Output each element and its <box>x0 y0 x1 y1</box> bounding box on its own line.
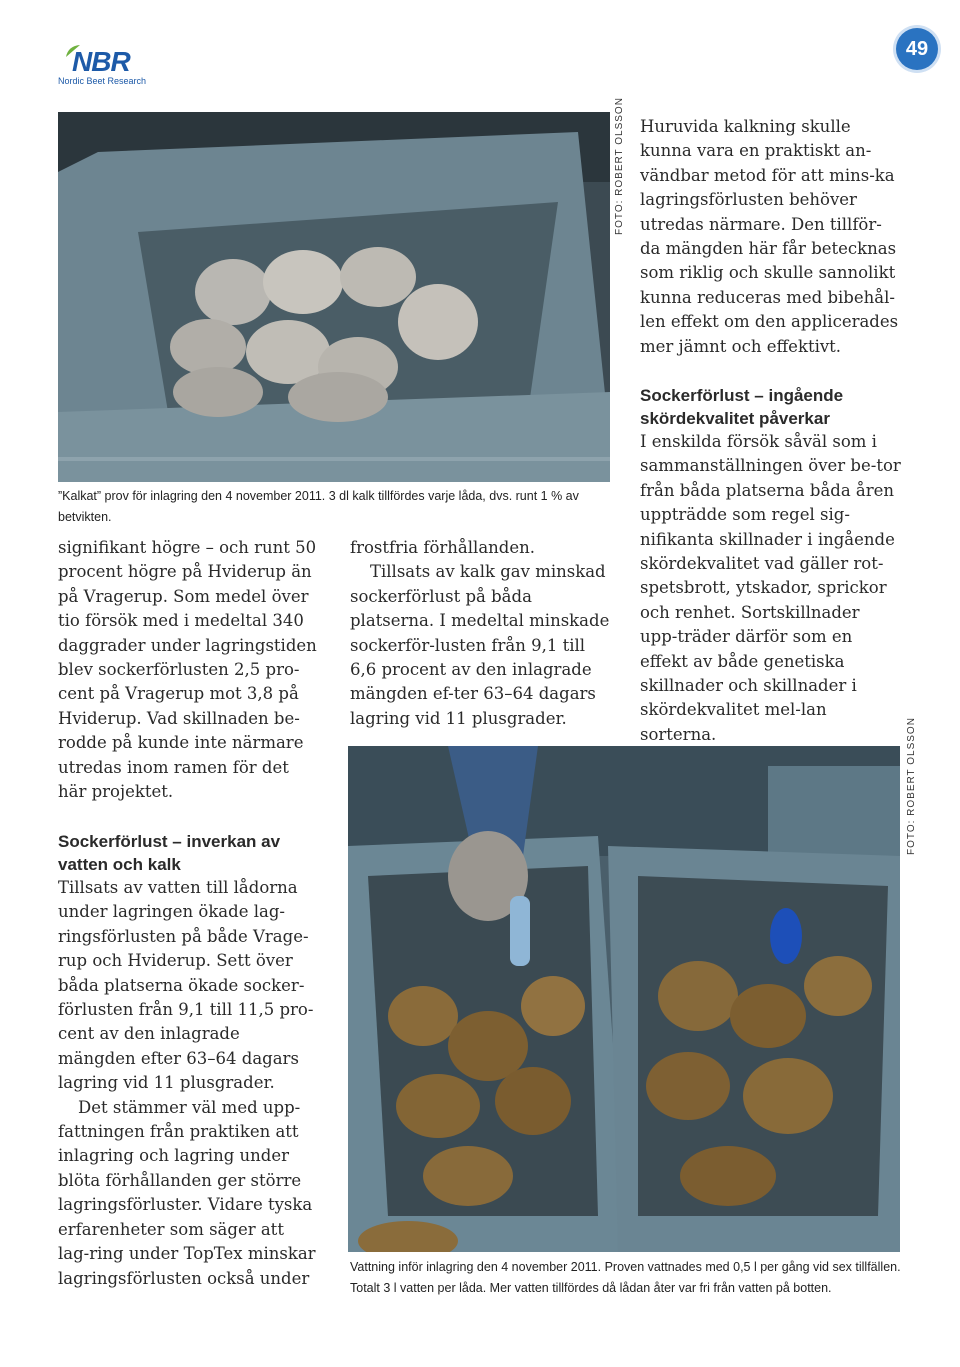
photo-watering-beets <box>348 746 900 1252</box>
page-number: 49 <box>896 28 938 70</box>
photo-bottom-caption-line2: Totalt 3 l vatten per låda. Mer vatten tillfördes då lådan åter var fri från vatten på botten. <box>350 1281 832 1295</box>
section-quality-heading: Sockerförlust – ingående skördekvalitet påverkar <box>640 386 844 428</box>
section-water-para2: Det stämmer väl med upp-fattningen från praktiken att inlagring och lagring under blöta förhållanden ger större lagringsförluster. Vidare tyska erfarenheter som säger att lag-ring under TopTex minskar lagringsförlusten också under <box>58 1097 316 1288</box>
photo-top-credit: FOTO: ROBERT OLSSON <box>614 97 625 235</box>
section-water-heading: Sockerförlust – inverkan av vatten och kalk <box>58 832 281 874</box>
middle-para2: Tillsats av kalk gav minskad sockerförlust på båda platserna. I medeltal minskade sockerför-lusten från 9,1 till 6,6 procent av den inlagrade mängden ef-ter 63–64 dagars lagring vid 11 plusgrader. <box>350 562 610 728</box>
nbr-logo <box>58 44 178 84</box>
photo-bottom-caption-line1: Vattning inför inlagring den 4 november 2011. Proven vattnades med 0,5 l per gång vid sex tillfällen. <box>350 1260 901 1274</box>
section-quality <box>640 384 902 747</box>
section-quality-text: I enskilda försök såväl som i sammanställningen över be-tor från båda platserna båda åren uppträdde som regel sig-nifikanta skillnader i ingående skördekvalitet vad gäller rot-spetsbrott, ytskador, sprickor och renhet. Sortskillnader upp-träder därför som en effekt av både genetiska skillnader och skillnader i skördekvalitet mel-lan sorterna. <box>640 432 901 744</box>
logo-subtitle: Nordic Beet Research <box>58 76 147 86</box>
logo-text: NBR <box>72 46 130 77</box>
photo-bottom-credit: FOTO: ROBERT OLSSON <box>906 717 917 855</box>
section-water-para1: Tillsats av vatten till lådorna under lagringen ökade lag-ringsförlusten på både Vrage-rup och Hviderup. Sett över båda platserna ökade socker-förlusten från 9,1 till 11,5 pro-cent av den inlagrade mängden efter 63–64 dagars lagring vid 11 plusgrader. <box>58 878 314 1093</box>
left-column-paragraph: signifikant högre – och runt 50 procent högre på Hviderup än på Vragerup. Som medel över tio försök med i medeltal 340 daggrader under lagringstiden blev sockerförlusten 2,5 pro-cent på Vragerup mot 3,8 på Hviderup. Vad skillnaden be-rodde på kunde inte närmare utredas inom ramen för det här projektet. <box>58 538 317 802</box>
middle-para1: frostfria förhållanden. <box>350 538 535 557</box>
page-number-badge <box>852 20 960 76</box>
photo-top-caption: ”Kalkat” prov för inlagring den 4 november 2011. 3 dl kalk tillfördes varje låda, dvs. runt 1 % av betvikten. <box>58 489 579 524</box>
photo-limed-beets <box>58 112 610 482</box>
photo-bottom-caption <box>350 1257 910 1299</box>
right-top-paragraph: Huruvida kalkning skulle kunna vara en praktiskt an-vändbar metod för att mins-ka lagringsförlusten behöver utredas närmare. Den tillför-da mängden här får betecknas som riklig och skulle sannolikt kunna reduceras med bibehål-len effekt om den applicerades mer jämnt och effektivt. <box>640 117 899 356</box>
section-water <box>58 830 320 1291</box>
middle-column <box>350 536 612 731</box>
